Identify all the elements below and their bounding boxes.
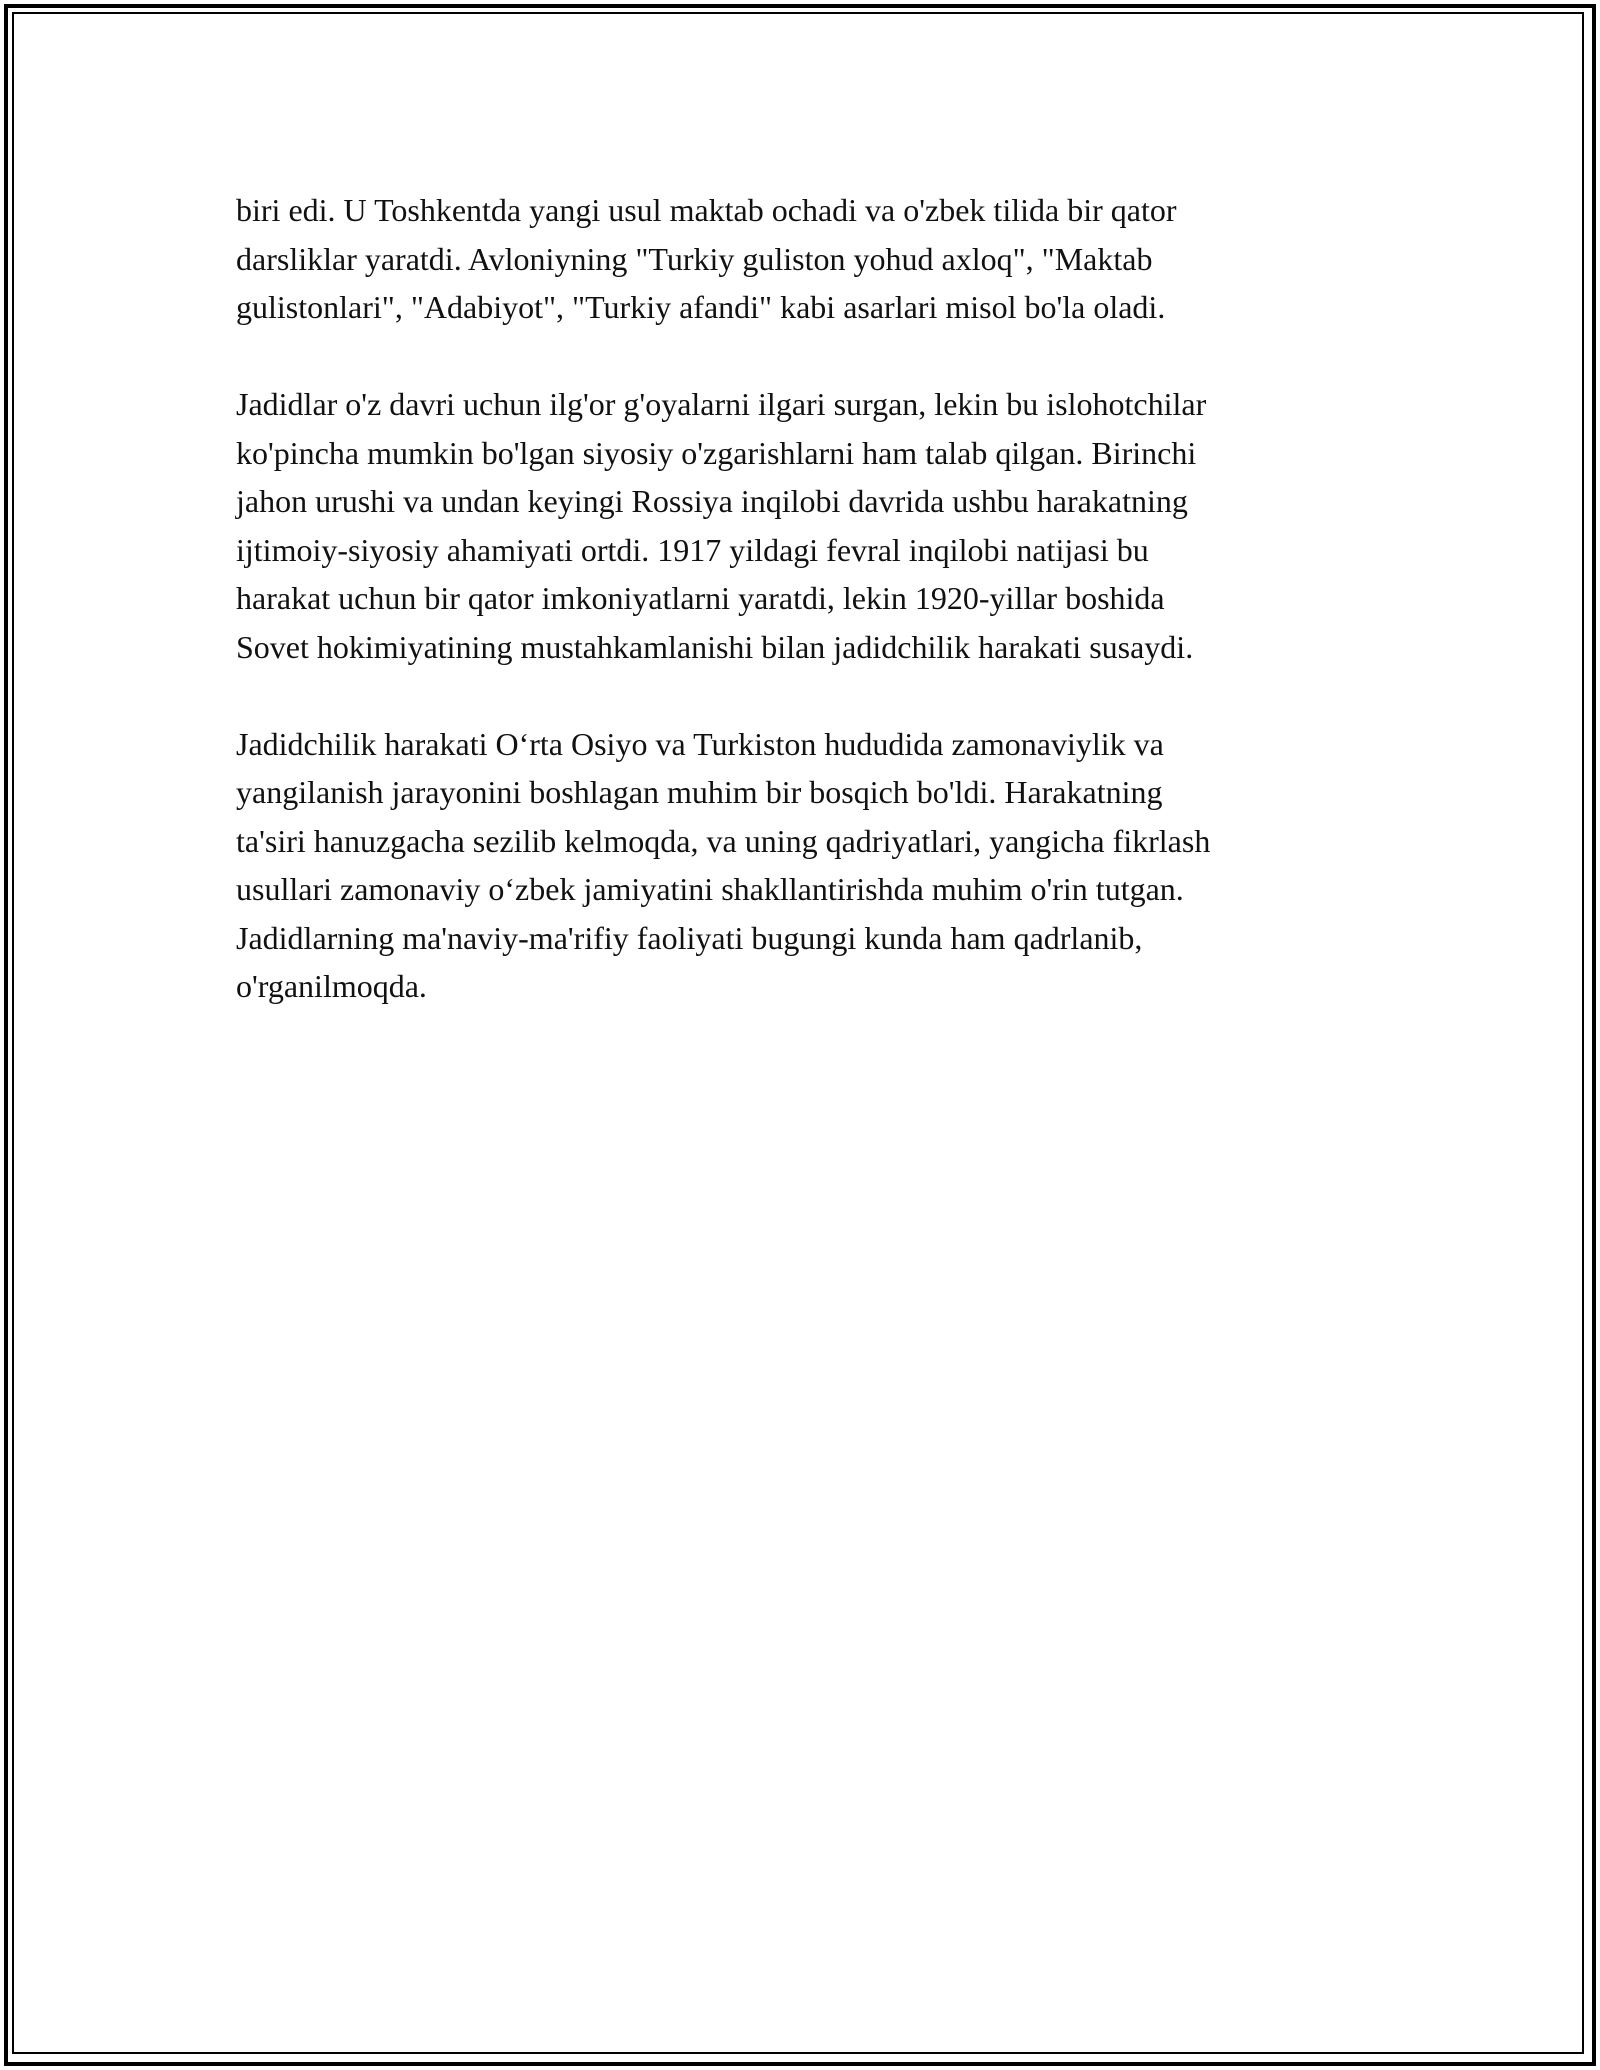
text-line: ko'pincha mumkin bo'lgan siyosiy o'zgarishlarni ham talab qilgan. Birinchi bbox=[236, 434, 1197, 471]
text-line: harakat uchun bir qator imkoniyatlarni yaratdi, lekin 1920-yillar boshida bbox=[236, 580, 1165, 616]
text-line: Sovet hokimiyatining mustahkamlanishi bilan jadidchilik harakati susaydi. bbox=[236, 628, 1194, 665]
text-line: Jadidlar o'z davri uchun ilg'or g'oyalarni ilgari surgan, lekin bu islohotchilar bbox=[236, 386, 1207, 422]
text-line: ijtimoiy-siyosiy ahamiyati ortdi. 1917 yildagi fevral inqilobi natijasi bu bbox=[236, 531, 1149, 568]
text-line: yangilanish jarayonini boshlagan muhim bir bosqich bo'ldi. Harakatning bbox=[236, 774, 1163, 810]
text-line: biri edi. U Toshkentda yangi usul maktab ochadi va o'zbek tilida bir qator bbox=[236, 192, 1177, 228]
paragraph-1 bbox=[236, 186, 1366, 332]
text-line: ta'siri hanuzgacha sezilib kelmoqda, va uning qadriyatlari, yangicha fikrlash bbox=[236, 822, 1211, 859]
text-line: o'rganilmoqda. bbox=[236, 968, 427, 1004]
paragraph-3 bbox=[236, 720, 1366, 1011]
text-line: Jadidlarning ma'naviy-ma'rifiy faoliyati bugungi kunda ham qadrlanib, bbox=[236, 919, 1143, 956]
text-line: gulistonlari", "Adabiyot", "Turkiy afandi" kabi asarlari misol bo'la oladi. bbox=[236, 289, 1166, 325]
text-line: jahon urushi va undan keyingi Rossiya inqilobi davrida ushbu harakatning bbox=[236, 483, 1188, 519]
document-body bbox=[236, 186, 1366, 1059]
text-line: Jadidchilik harakati O‘rta Osiyo va Turkiston hududida zamonaviylik va bbox=[236, 725, 1164, 762]
paragraph-2 bbox=[236, 380, 1366, 671]
text-line: darsliklar yaratdi. Avloniyning "Turkiy guliston yohud axloq", "Maktab bbox=[236, 240, 1153, 277]
text-line: usullari zamonaviy o‘zbek jamiyatini shakllantirishda muhim o'rin tutgan. bbox=[236, 871, 1184, 907]
